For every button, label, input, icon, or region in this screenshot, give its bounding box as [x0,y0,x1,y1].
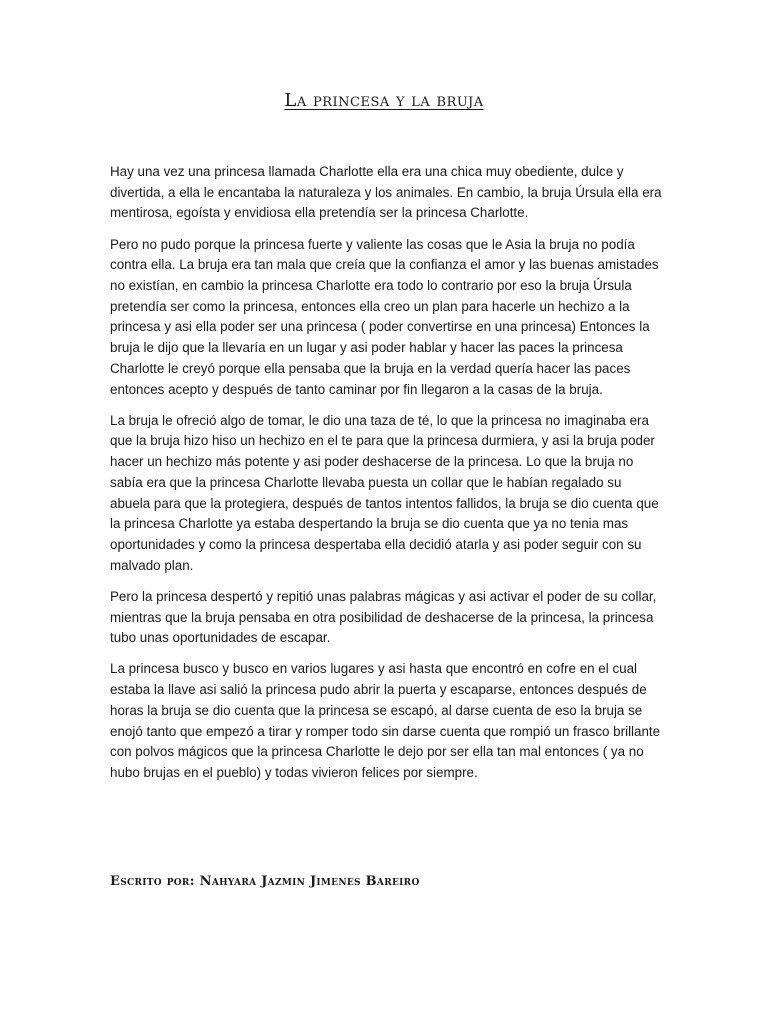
document-body [110,162,662,794]
paragraph-5: La princesa busco y busco en varios lugares y asi hasta que encontró en cofre en el cual estaba la llave asi salió la princesa pudo abrir la puerta y escaparse, entonces después de horas la bruja se dio cuenta que la princesa se escapó, al darse cuenta de eso la bruja se enojó tanto que empezó a tirar y romper todo sin darse cuenta que rompió un frasco brillante con polvos mágicos que la princesa Charlotte le dejo por ser ella tan mal entonces ( ya no hubo brujas en el pueblo) y todas vivieron felices por siempre. [110,661,661,780]
paragraph-3: La bruja le ofreció algo de tomar, le dio una taza de té, lo que la princesa no imaginaba era que la bruja hizo hiso un hechizo en el te para que la princesa durmiera, y asi la bruja poder hacer un hechizo más potente y asi poder deshacerse de la princesa. Lo que la bruja no sabía era que la princesa Charlotte llevaba puesta un collar que le habían regalado su abuela para que la protegiera, después de tantos intentos fallidos, la bruja se dio cuenta que la princesa Charlotte ya estaba despertando la bruja se dio cuenta que ya no tenia mas oportunidades y como la princesa despertaba ella decidió atarla y asi poder seguir con su malvado plan. [110,412,659,573]
paragraph-4: Pero la princesa despertó y repitió unas palabras mágicas y asi activar el poder de su collar, mientras que la bruja pensaba en otra posibilidad de deshacerse de la princesa, la princesa tubo unas oportunidades de escapar. [110,588,657,646]
paragraph-2: Pero no pudo porque la princesa fuerte y valiente las cosas que le Asia la bruja no podía contra ella. La bruja era tan mala que creía que la confianza el amor y las buenas amistades no existían, en cambio la princesa Charlotte era todo lo contrario por eso la bruja Úrsula pretendía ser como la princesa, entonces ella creo un plan para hacerle un hechizo a la princesa y asi ella poder ser una princesa ( poder convertirse en una princesa) Entonces la bruja le dijo que la llevaría en un lugar y asi poder hablar y hacer las paces la princesa Charlotte le creyó porque ella pensaba que la bruja en la verdad quería hacer las paces entonces acepto y después de tanto caminar por fin llegaron a la casas de la bruja. [110,236,659,397]
paragraph-1: Hay una vez una princesa llamada Charlotte ella era una chica muy obediente, dulce y divertida, a ella le encantaba la naturaleza y los animales. En cambio, la bruja Úrsula ella era mentirosa, egoísta y envidiosa ella pretendía ser la princesa Charlotte. [110,164,662,221]
document-title: La princesa y la bruja [284,90,484,111]
author-signature: Escrito por: Nahyara Jazmin Jimenes Bareiro [110,874,420,889]
